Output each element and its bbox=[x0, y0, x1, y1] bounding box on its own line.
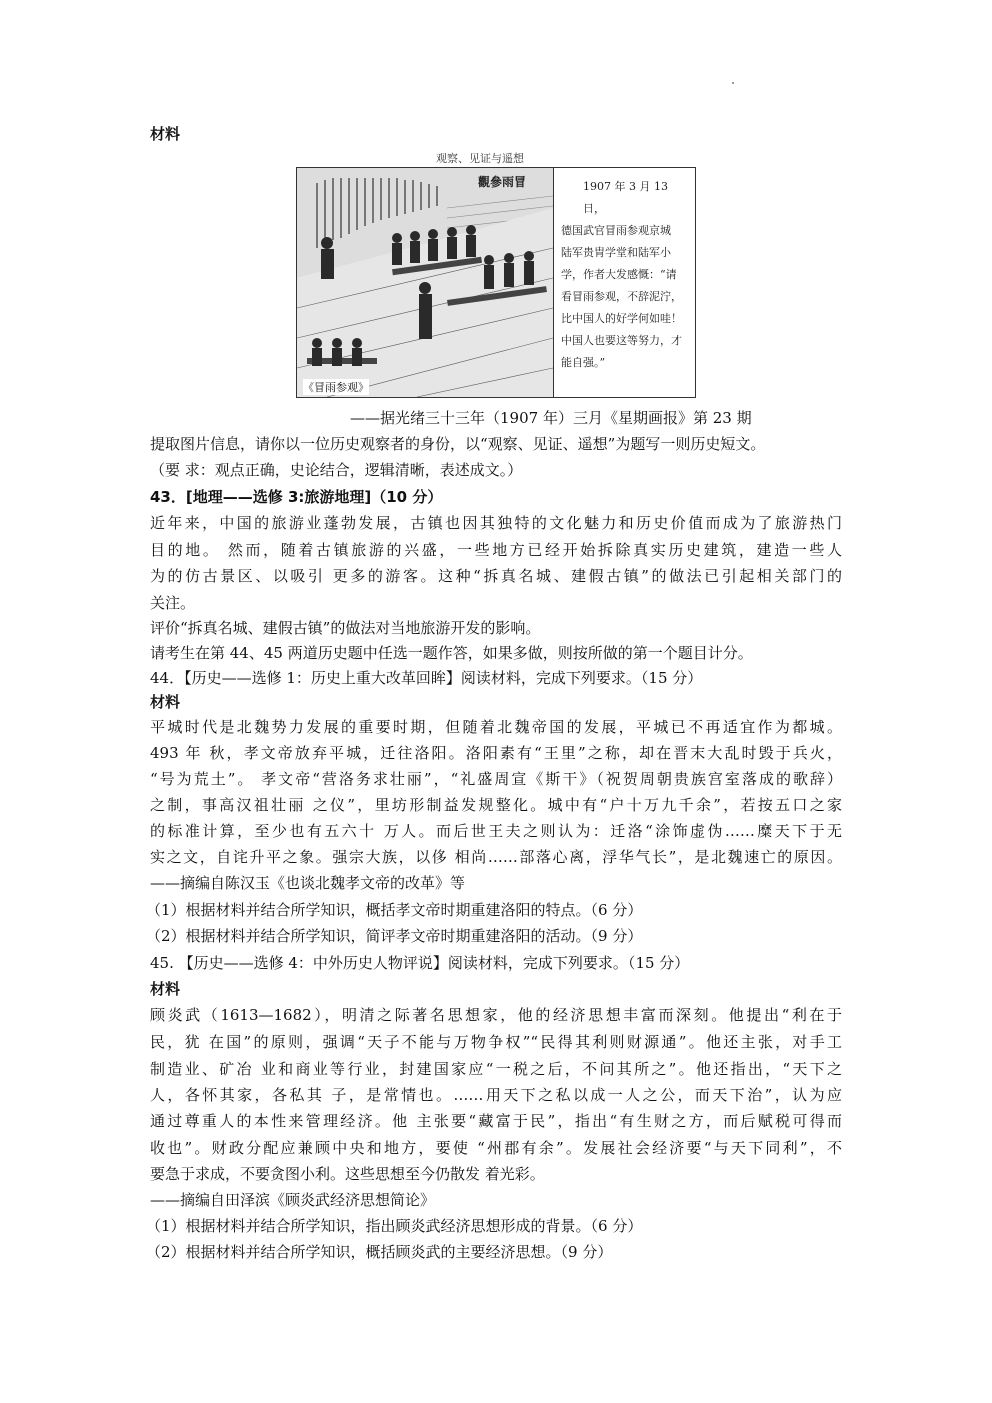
illustration-header: 觀參雨冒 bbox=[477, 175, 527, 189]
question-43-heading: 43．[地理——选修 3:旅游地理]（10 分） bbox=[150, 488, 443, 506]
side-text-line: 学，作者大发感慨：“请 bbox=[561, 268, 677, 281]
q43-paragraph-line: 目的地。 然而，随着古镇旅游的兴盛，一些地方已经开始拆除真实历史建筑，建造一些人 bbox=[150, 541, 842, 559]
q45-subquestion-1: （1）根据材料并结合所学知识，指出顾炎武经济思想形成的背景。（6 分） bbox=[146, 1217, 643, 1235]
choice-instruction: 请考生在第 44、45 两道历史题中任选一题作答，如果多做，则按所做的第一个题目计分。 bbox=[150, 644, 753, 662]
q44-subquestion-2: （2）根据材料并结合所学知识，简评孝文帝时期重建洛阳的活动。（9 分） bbox=[146, 927, 643, 945]
q45-material-line: 收也”。财政分配应兼顾中央和地方，要使 “州郡有余”。发展社会经济要“与天下同利”，不 bbox=[150, 1139, 842, 1157]
page-speck bbox=[732, 82, 734, 84]
q43-paragraph-line: 关注。 bbox=[150, 594, 196, 612]
question-45-heading: 45. 【历史——选修 4：中外历史人物评说】阅读材料，完成下列要求。（15 分） bbox=[150, 954, 690, 972]
side-text-line: 陆军贵胄学堂和陆军小 bbox=[561, 246, 671, 259]
classroom-scene-illustration bbox=[297, 168, 553, 397]
figure-source: ——据光绪三十三年（1907 年）三月《星期画报》第 23 期 bbox=[350, 409, 752, 427]
q44-material-line: 实之文，自诧升平之象。强宗大族，以侈 相尚……部落心离，浮华气长”，是北魏速亡的原因。 bbox=[150, 848, 842, 866]
figure-caption: 《冒雨参观》 bbox=[303, 381, 369, 394]
q43-paragraph-line: 为的仿古景区、以吸引 更多的游客。这种“拆真名城、建假古镇”的做法已引起相关部门的 bbox=[150, 567, 842, 585]
q44-source: ——摘编自陈汉玉《也谈北魏孝文帝的改革》等 bbox=[150, 874, 466, 892]
q44-material-label: 材料 bbox=[150, 693, 181, 711]
q45-material-line: 人，各怀其家，各私其 子，是常情也。……用天下之私以成一人之公，而天下治”，认为应 bbox=[150, 1086, 842, 1104]
q44-material-line: 平城时代是北魏势力发展的重要时期，但随着北魏帝国的发展，平城已不再适宜作为都城。 bbox=[150, 718, 842, 736]
material-label: 材料 bbox=[150, 125, 181, 143]
q45-material-line: 民，犹 在国”的原则，强调“天子不能与万物争权”“民得其利则财源通”。他还主张，对手工 bbox=[150, 1033, 842, 1051]
q45-material-line: 要急于求成，不要贪图小利。这些思想至今仍散发 着光彩。 bbox=[150, 1165, 545, 1183]
q44-material-line: 的标准计算，至少也有五六十 万人。而后世王夫之则认为：迁洛“涂饰虚伪……糜天下于无 bbox=[150, 822, 842, 840]
side-text-line: 1907 年 3 月 13 日， bbox=[583, 180, 668, 215]
q45-material-label: 材料 bbox=[150, 980, 181, 998]
q45-source: ——摘编自田泽滨《顾炎武经济思想简论》 bbox=[150, 1191, 436, 1209]
q45-subquestion-2: （2）根据材料并结合所学知识，概括顾炎武的主要经济思想。（9 分） bbox=[146, 1243, 613, 1261]
figure-title: 观察、见证与遥想 bbox=[436, 152, 524, 165]
q45-material-line: 制造业、矿冶 业和商业等行业，封建国家应“一税之后，不问其所之”。他还指出，“天下之 bbox=[150, 1060, 842, 1078]
question-44-heading: 44．【历史——选修 1：历史上重大改革回眸】阅读材料，完成下列要求。（15 分） bbox=[150, 669, 703, 687]
q44-material-line: 之制，事高汉祖壮丽 之仪”，里坊形制益发规整化。城中有“户十万九千余”，若按五口之家 bbox=[150, 796, 842, 814]
side-text-line: 能自强。” bbox=[561, 356, 606, 369]
woodcut-illustration bbox=[297, 168, 554, 397]
q45-material-line: 顾炎武（1613—1682），明清之际著名思想家，他的经济思想丰富而深刻。他提出“利在于 bbox=[150, 1006, 842, 1024]
question-prompt: 提取图片信息，请你以一位历史观察者的身份，以“观察、见证、遥想”为题写一则历史短文。 bbox=[150, 435, 766, 453]
figure-side-text bbox=[561, 176, 689, 374]
side-text-line: 中国人也要这等努力，才 bbox=[561, 334, 682, 347]
side-text-line: 德国武官冒雨参观京城 bbox=[561, 224, 671, 237]
q43-paragraph-line: 近年来，中国的旅游业蓬勃发展，古镇也因其独特的文化魅力和历史价值而成为了旅游热门 bbox=[150, 514, 842, 532]
side-text-line: 比中国人的好学何如哇！ bbox=[561, 312, 682, 325]
q44-subquestion-1: （1）根据材料并结合所学知识，概括孝文帝时期重建洛阳的特点。（6 分） bbox=[146, 901, 643, 919]
q44-material-line: “号为荒土”。 孝文帝“营洛务求壮丽”，“礼盛周宣《斯干》（祝贺周朝贵族宫室落成的歌辞） bbox=[150, 770, 842, 788]
q44-material-line: 493 年 秋，孝文帝放弃平城，迁往洛阳。洛阳素有“王里”之称，却在晋末大乱时毁于兵火， bbox=[150, 744, 842, 762]
q43-task: 评价“拆真名城、建假古镇”的做法对当地旅游开发的影响。 bbox=[150, 619, 541, 637]
q45-material-line: 通过尊重人的本性来管理经济。他 主张要“藏富于民”，指出“有生财之方，而后赋税可得而 bbox=[150, 1112, 842, 1130]
side-text-line: 看冒雨参观，不辞泥泞， bbox=[561, 290, 682, 303]
question-requirements: （要 求：观点正确，史论结合，逻辑清晰，表述成文。） bbox=[150, 461, 523, 479]
figure-box bbox=[296, 167, 696, 398]
